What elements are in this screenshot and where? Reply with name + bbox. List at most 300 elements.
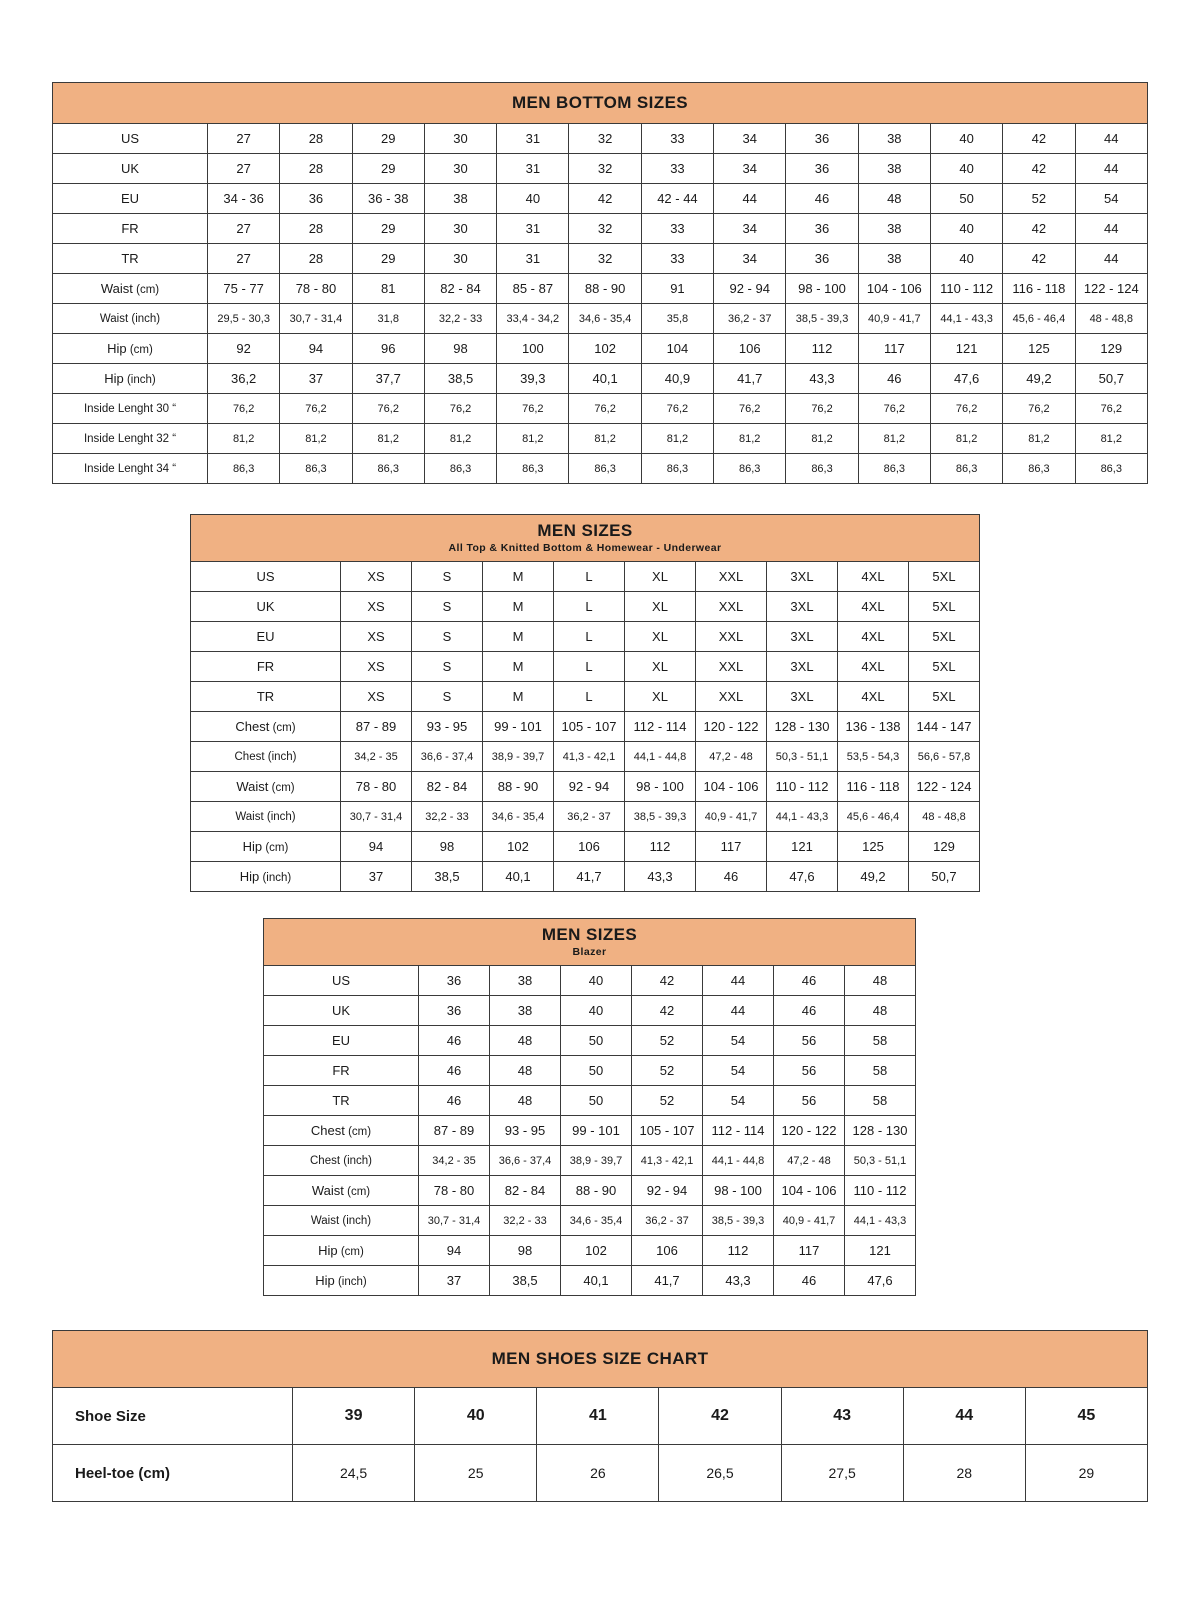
table-cell: 81,2 xyxy=(569,424,641,454)
row-label-unit: (inch) xyxy=(128,312,161,325)
table-cell: 46 xyxy=(774,1266,845,1296)
table-cell: 29 xyxy=(352,244,424,274)
row-label-unit: (cm) xyxy=(343,1186,371,1198)
table-cell: 40,1 xyxy=(561,1266,632,1296)
table-cell: 112 xyxy=(703,1236,774,1266)
row-label-us: US xyxy=(53,124,208,154)
table-row xyxy=(264,1086,916,1116)
row-label-tr: TR xyxy=(264,1086,419,1116)
table-cell: 81,2 xyxy=(1003,424,1075,454)
table-cell: 54 xyxy=(703,1086,774,1116)
table-cell: XXL xyxy=(696,622,767,652)
table-row xyxy=(191,802,980,832)
table-cell: XL xyxy=(625,592,696,622)
table-cell: 42 xyxy=(659,1388,781,1445)
table-cell: L xyxy=(554,592,625,622)
table-cell: 76,2 xyxy=(569,394,641,424)
table-cell: 33,4 - 34,2 xyxy=(497,304,569,334)
table-cell: 144 - 147 xyxy=(909,712,980,742)
row-label-waist-cm: Waist (cm) xyxy=(264,1176,419,1206)
table-cell: 36 xyxy=(280,184,352,214)
table-cell: 86,3 xyxy=(858,454,930,484)
table-cell: 40 xyxy=(930,154,1002,184)
men-shoes-size-chart xyxy=(52,1330,1148,1502)
table-cell: 76,2 xyxy=(1003,394,1075,424)
table-cell: 32 xyxy=(569,154,641,184)
table-cell: 32,2 - 33 xyxy=(412,802,483,832)
table-cell: 58 xyxy=(845,1056,916,1086)
row-label-inside-lenght-30: Inside Lenght 30 “ xyxy=(53,394,208,424)
table-cell: 29 xyxy=(352,214,424,244)
table-cell: XS xyxy=(341,622,412,652)
table-cell: 30 xyxy=(424,154,496,184)
table-cell: 33 xyxy=(641,214,713,244)
table-cell: 87 - 89 xyxy=(419,1116,490,1146)
table-cell: M xyxy=(483,682,554,712)
table-cell: 41,7 xyxy=(554,862,625,892)
table-cell: 47,6 xyxy=(930,364,1002,394)
table-cell: 52 xyxy=(632,1056,703,1086)
table-cell: 44 xyxy=(1075,154,1147,184)
table-cell: 38,5 - 39,3 xyxy=(786,304,858,334)
table-cell: 4XL xyxy=(838,682,909,712)
table-row xyxy=(53,334,1148,364)
men-blazer-sizes-body xyxy=(264,919,916,1296)
table-cell: 92 - 94 xyxy=(714,274,786,304)
table-row xyxy=(264,1116,916,1146)
table-cell: 82 - 84 xyxy=(490,1176,561,1206)
table-cell: 5XL xyxy=(909,562,980,592)
table-cell: 34 xyxy=(714,214,786,244)
table-cell: 46 xyxy=(696,862,767,892)
table-cell: L xyxy=(554,682,625,712)
table-cell: 117 xyxy=(858,334,930,364)
row-label-uk: UK xyxy=(191,592,341,622)
table-cell: 122 - 124 xyxy=(909,772,980,802)
table-cell: XXL xyxy=(696,562,767,592)
table-row xyxy=(53,184,1148,214)
table-cell: 129 xyxy=(1075,334,1147,364)
table-cell: 86,3 xyxy=(208,454,280,484)
table-cell: 27 xyxy=(208,154,280,184)
table-row xyxy=(191,712,980,742)
table-cell: 3XL xyxy=(767,592,838,622)
chart-title-cell xyxy=(53,1331,1148,1388)
men-sizes-table xyxy=(190,514,980,892)
table-row xyxy=(191,622,980,652)
row-label-chest-cm: Chest (cm) xyxy=(264,1116,419,1146)
table-cell: 92 - 94 xyxy=(554,772,625,802)
table-row xyxy=(191,682,980,712)
table-cell: 44,1 - 43,3 xyxy=(845,1206,916,1236)
table-cell: 81,2 xyxy=(714,424,786,454)
table-cell: 112 xyxy=(786,334,858,364)
table-cell: 49,2 xyxy=(1003,364,1075,394)
row-label-eu: EU xyxy=(264,1026,419,1056)
table-cell: 40 xyxy=(561,966,632,996)
table-cell: 24,5 xyxy=(293,1445,415,1502)
chart-title-cell xyxy=(264,919,916,966)
table-cell: XS xyxy=(341,562,412,592)
table-cell: 5XL xyxy=(909,652,980,682)
row-label-unit: (inch) xyxy=(263,810,296,823)
table-cell: 29 xyxy=(1025,1445,1147,1502)
table-cell: 33 xyxy=(641,244,713,274)
table-cell: 4XL xyxy=(838,592,909,622)
table-cell: 45 xyxy=(1025,1388,1147,1445)
table-cell: M xyxy=(483,592,554,622)
table-cell: 38,5 xyxy=(412,862,483,892)
table-cell: 81,2 xyxy=(424,424,496,454)
row-label-eu: EU xyxy=(191,622,341,652)
table-cell: 110 - 112 xyxy=(930,274,1002,304)
table-cell: 78 - 80 xyxy=(419,1176,490,1206)
table-cell: XS xyxy=(341,682,412,712)
men-sizes-chart xyxy=(190,514,980,892)
table-cell: 116 - 118 xyxy=(1003,274,1075,304)
table-cell: 76,2 xyxy=(858,394,930,424)
table-cell: 81,2 xyxy=(352,424,424,454)
table-cell: 50 xyxy=(561,1026,632,1056)
table-cell: 86,3 xyxy=(714,454,786,484)
table-cell: 36 xyxy=(786,124,858,154)
table-cell: 39 xyxy=(293,1388,415,1445)
table-cell: 78 - 80 xyxy=(280,274,352,304)
table-row xyxy=(191,742,980,772)
table-cell: 41,3 - 42,1 xyxy=(554,742,625,772)
chart-title: MEN SHOES SIZE CHART xyxy=(491,1348,709,1368)
row-label-chest-inch: Chest (inch) xyxy=(264,1146,419,1176)
table-cell: 87 - 89 xyxy=(341,712,412,742)
row-label-inside-lenght-32: Inside Lenght 32 “ xyxy=(53,424,208,454)
table-cell: 48 xyxy=(858,184,930,214)
table-cell: 112 - 114 xyxy=(703,1116,774,1146)
table-cell: 39,3 xyxy=(497,364,569,394)
table-cell: 28 xyxy=(280,154,352,184)
table-cell: 40,1 xyxy=(483,862,554,892)
table-cell: 44 xyxy=(703,996,774,1026)
table-cell: 86,3 xyxy=(569,454,641,484)
table-row xyxy=(53,1388,1148,1445)
table-cell: 31,8 xyxy=(352,304,424,334)
table-cell: 33 xyxy=(641,124,713,154)
table-cell: 81,2 xyxy=(930,424,1002,454)
row-label-eu: EU xyxy=(53,184,208,214)
table-cell: 48 - 48,8 xyxy=(909,802,980,832)
table-cell: 46 xyxy=(419,1086,490,1116)
table-cell: 40 xyxy=(930,214,1002,244)
row-label-us: US xyxy=(264,966,419,996)
table-cell: 32,2 - 33 xyxy=(424,304,496,334)
table-cell: 93 - 95 xyxy=(412,712,483,742)
table-cell: 29,5 - 30,3 xyxy=(208,304,280,334)
table-cell: 52 xyxy=(1003,184,1075,214)
table-cell: 40 xyxy=(930,244,1002,274)
table-cell: 136 - 138 xyxy=(838,712,909,742)
table-cell: 44 xyxy=(714,184,786,214)
chart-title: MEN SIZES xyxy=(537,521,633,541)
table-cell: XL xyxy=(625,652,696,682)
table-cell: 44,1 - 44,8 xyxy=(703,1146,774,1176)
table-cell: 32 xyxy=(569,124,641,154)
table-cell: 76,2 xyxy=(641,394,713,424)
table-row xyxy=(53,124,1148,154)
table-cell: 38 xyxy=(424,184,496,214)
table-cell: 32 xyxy=(569,244,641,274)
table-cell: 104 xyxy=(641,334,713,364)
table-cell: 98 xyxy=(424,334,496,364)
table-cell: 125 xyxy=(1003,334,1075,364)
row-label-unit: (cm) xyxy=(132,284,160,296)
table-cell: L xyxy=(554,562,625,592)
table-cell: 76,2 xyxy=(280,394,352,424)
table-cell: 112 - 114 xyxy=(625,712,696,742)
table-cell: 52 xyxy=(632,1086,703,1116)
table-cell: 44 xyxy=(1075,214,1147,244)
table-cell: 50,3 - 51,1 xyxy=(845,1146,916,1176)
table-cell: 76,2 xyxy=(497,394,569,424)
row-label-uk: UK xyxy=(264,996,419,1026)
row-label-heel-toe-cm: Heel-toe (cm) xyxy=(53,1445,293,1502)
table-cell: 121 xyxy=(930,334,1002,364)
table-cell: 125 xyxy=(838,832,909,862)
table-cell: XL xyxy=(625,562,696,592)
table-cell: 45,6 - 46,4 xyxy=(1003,304,1075,334)
table-cell: 56,6 - 57,8 xyxy=(909,742,980,772)
row-label-waist-cm: Waist (cm) xyxy=(53,274,208,304)
table-cell: 3XL xyxy=(767,562,838,592)
table-cell: 42 xyxy=(1003,154,1075,184)
table-cell: 110 - 112 xyxy=(767,772,838,802)
table-cell: 32 xyxy=(569,214,641,244)
row-label-hip-cm: Hip (cm) xyxy=(53,334,208,364)
men-bottom-sizes-body xyxy=(53,83,1148,484)
table-row xyxy=(191,772,980,802)
table-cell: 58 xyxy=(845,1086,916,1116)
table-cell: 92 xyxy=(208,334,280,364)
row-label-unit: (cm) xyxy=(268,782,295,794)
table-cell: 50 xyxy=(561,1086,632,1116)
table-cell: 104 - 106 xyxy=(858,274,930,304)
row-label-fr: FR xyxy=(191,652,341,682)
table-cell: 44 xyxy=(703,966,774,996)
table-row xyxy=(191,562,980,592)
table-cell: 30 xyxy=(424,214,496,244)
table-cell: 44 xyxy=(1075,124,1147,154)
table-cell: 102 xyxy=(483,832,554,862)
table-cell: 100 xyxy=(497,334,569,364)
table-cell: 42 xyxy=(632,996,703,1026)
table-cell: 36 xyxy=(419,996,490,1026)
table-cell: 5XL xyxy=(909,592,980,622)
table-cell: 45,6 - 46,4 xyxy=(838,802,909,832)
table-cell: XL xyxy=(625,682,696,712)
table-row xyxy=(264,996,916,1026)
table-cell: 40 xyxy=(497,184,569,214)
table-cell: 42 xyxy=(1003,124,1075,154)
table-cell: 121 xyxy=(845,1236,916,1266)
row-label-unit: (inch) xyxy=(259,872,292,884)
table-cell: 36,2 xyxy=(208,364,280,394)
row-label-unit: (inch) xyxy=(264,750,297,763)
table-cell: 43,3 xyxy=(786,364,858,394)
table-cell: L xyxy=(554,652,625,682)
table-cell: 34 - 36 xyxy=(208,184,280,214)
table-row xyxy=(53,394,1148,424)
table-cell: 42 xyxy=(569,184,641,214)
table-cell: 98 - 100 xyxy=(625,772,696,802)
table-cell: M xyxy=(483,652,554,682)
table-cell: 86,3 xyxy=(930,454,1002,484)
row-label-unit: (cm) xyxy=(262,842,289,854)
table-cell: 44 xyxy=(903,1388,1025,1445)
table-cell: 88 - 90 xyxy=(561,1176,632,1206)
row-label-chest-cm: Chest (cm) xyxy=(191,712,341,742)
table-cell: 122 - 124 xyxy=(1075,274,1147,304)
table-cell: 53,5 - 54,3 xyxy=(838,742,909,772)
table-cell: 104 - 106 xyxy=(774,1176,845,1206)
table-cell: 105 - 107 xyxy=(554,712,625,742)
table-cell: 58 xyxy=(845,1026,916,1056)
table-cell: 49,2 xyxy=(838,862,909,892)
table-cell: 81,2 xyxy=(497,424,569,454)
chart-title: MEN BOTTOM SIZES xyxy=(511,92,689,112)
table-cell: 38 xyxy=(858,214,930,244)
table-cell: 50 xyxy=(930,184,1002,214)
row-label-unit: (cm) xyxy=(269,722,296,734)
table-cell: 88 - 90 xyxy=(483,772,554,802)
table-cell: 81,2 xyxy=(208,424,280,454)
table-cell: 36,6 - 37,4 xyxy=(412,742,483,772)
table-cell: S xyxy=(412,622,483,652)
table-title-row xyxy=(53,1331,1148,1388)
table-cell: 28 xyxy=(280,214,352,244)
row-label-shoe-size: Shoe Size xyxy=(53,1388,293,1445)
table-cell: 36 xyxy=(786,244,858,274)
table-cell: 40,9 - 41,7 xyxy=(696,802,767,832)
table-cell: 76,2 xyxy=(1075,394,1147,424)
table-cell: 86,3 xyxy=(1075,454,1147,484)
table-cell: 48 xyxy=(845,996,916,1026)
table-row xyxy=(53,154,1148,184)
table-cell: 40 xyxy=(930,124,1002,154)
men-bottom-sizes-table xyxy=(52,82,1148,484)
table-cell: 86,3 xyxy=(1003,454,1075,484)
table-cell: 44,1 - 43,3 xyxy=(930,304,1002,334)
table-cell: 99 - 101 xyxy=(483,712,554,742)
table-cell: 34,6 - 35,4 xyxy=(483,802,554,832)
row-label-unit: (cm) xyxy=(344,1126,372,1138)
men-blazer-sizes-table xyxy=(263,918,916,1296)
row-label-fr: FR xyxy=(264,1056,419,1086)
table-cell: 41,7 xyxy=(632,1266,703,1296)
table-cell: 4XL xyxy=(838,652,909,682)
table-row xyxy=(264,1266,916,1296)
men-blazer-sizes-chart xyxy=(263,918,916,1296)
table-cell: 41 xyxy=(537,1388,659,1445)
table-cell: 36 xyxy=(786,154,858,184)
table-cell: 47,6 xyxy=(767,862,838,892)
table-cell: 82 - 84 xyxy=(424,274,496,304)
table-cell: 110 - 112 xyxy=(845,1176,916,1206)
table-cell: 94 xyxy=(419,1236,490,1266)
table-cell: 56 xyxy=(774,1026,845,1056)
table-cell: 34,2 - 35 xyxy=(341,742,412,772)
table-cell: 88 - 90 xyxy=(569,274,641,304)
table-cell: 76,2 xyxy=(352,394,424,424)
table-cell: S xyxy=(412,562,483,592)
table-cell: 5XL xyxy=(909,682,980,712)
table-cell: 50,7 xyxy=(909,862,980,892)
table-cell: 76,2 xyxy=(424,394,496,424)
row-label-uk: UK xyxy=(53,154,208,184)
table-cell: 128 - 130 xyxy=(845,1116,916,1146)
table-cell: 26 xyxy=(537,1445,659,1502)
table-cell: 82 - 84 xyxy=(412,772,483,802)
table-cell: M xyxy=(483,562,554,592)
table-cell: 86,3 xyxy=(280,454,352,484)
table-cell: XXL xyxy=(696,682,767,712)
table-cell: 94 xyxy=(280,334,352,364)
row-label-tr: TR xyxy=(53,244,208,274)
table-cell: XL xyxy=(625,622,696,652)
table-cell: 38,5 - 39,3 xyxy=(625,802,696,832)
table-cell: 41,7 xyxy=(714,364,786,394)
table-cell: 98 - 100 xyxy=(786,274,858,304)
table-cell: XXL xyxy=(696,652,767,682)
row-label-fr: FR xyxy=(53,214,208,244)
table-row xyxy=(53,214,1148,244)
table-cell: 31 xyxy=(497,214,569,244)
table-cell: 38 xyxy=(490,996,561,1026)
table-cell: 78 - 80 xyxy=(341,772,412,802)
table-cell: 3XL xyxy=(767,622,838,652)
table-row xyxy=(53,364,1148,394)
table-cell: 76,2 xyxy=(714,394,786,424)
row-label-unit: (inch) xyxy=(340,1154,372,1167)
chart-title-cell xyxy=(191,515,980,562)
chart-title: MEN SIZES xyxy=(541,925,638,945)
table-cell: 26,5 xyxy=(659,1445,781,1502)
table-cell: 27,5 xyxy=(781,1445,903,1502)
table-cell: 54 xyxy=(703,1056,774,1086)
table-cell: 96 xyxy=(352,334,424,364)
table-cell: 34 xyxy=(714,124,786,154)
table-cell: 48 xyxy=(490,1056,561,1086)
table-cell: 36,2 - 37 xyxy=(714,304,786,334)
table-row xyxy=(191,832,980,862)
table-row xyxy=(191,592,980,622)
table-cell: 35,8 xyxy=(641,304,713,334)
table-cell: 29 xyxy=(352,154,424,184)
table-cell: 120 - 122 xyxy=(774,1116,845,1146)
table-cell: 34,6 - 35,4 xyxy=(569,304,641,334)
table-row xyxy=(264,1146,916,1176)
table-cell: 36 - 38 xyxy=(352,184,424,214)
table-cell: 36 xyxy=(786,214,858,244)
table-cell: XS xyxy=(341,652,412,682)
table-cell: 30,7 - 31,4 xyxy=(341,802,412,832)
table-cell: 106 xyxy=(554,832,625,862)
men-bottom-sizes-chart xyxy=(52,82,1148,484)
table-cell: 3XL xyxy=(767,682,838,712)
table-cell: 43,3 xyxy=(703,1266,774,1296)
table-cell: 33 xyxy=(641,154,713,184)
men-shoes-size-body xyxy=(53,1331,1148,1502)
table-cell: 94 xyxy=(341,832,412,862)
table-cell: 38,9 - 39,7 xyxy=(561,1146,632,1176)
table-cell: 36,2 - 37 xyxy=(632,1206,703,1236)
